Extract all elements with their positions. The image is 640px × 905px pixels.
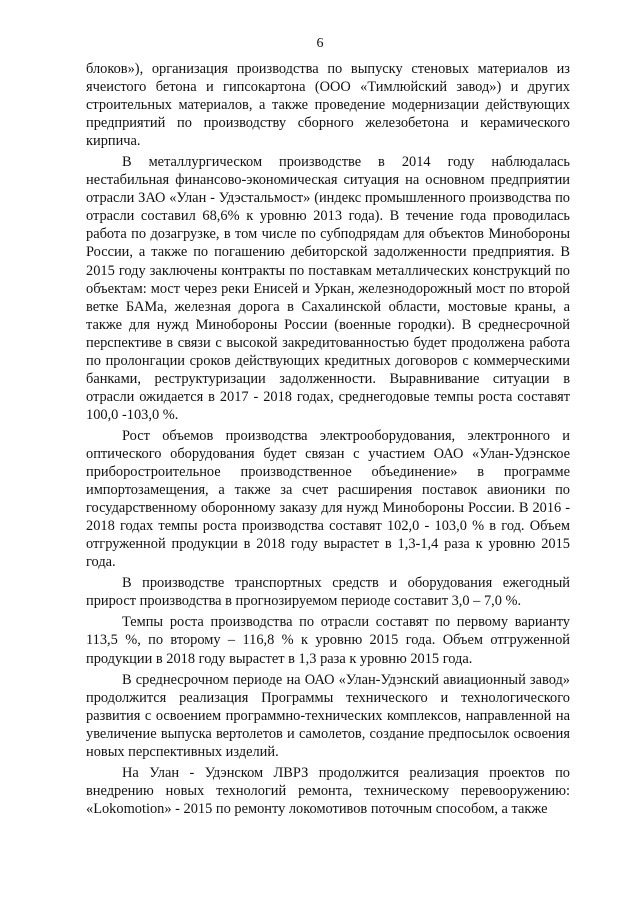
paragraph-lvrz: На Улан - Удэнском ЛВРЗ продолжится реализация проектов по внедрению новых технологий ремонта, техническому перевооружению: «Lokomotion» - 2015 по ремонту локомотивов поточным способом, а также	[86, 764, 570, 817]
paragraph-continuation: блоков»), организация производства по выпуску стеновых материалов из ячеистого бетона и гипсокартона (ООО «Тимлюйский завод») и других строительных материалов, а также проведение модернизации действующих предприятий по производству сборного железобетона и керамического кирпича.	[86, 61, 570, 150]
page-number: 6	[316, 36, 324, 51]
paragraph-metallurgy: В металлургическом производстве в 2014 году наблюдалась нестабильная финансово-экономическая ситуация на основном предприятии отрасли ЗАО «Улан - Удэстальмост» (индекс промышленного производства по отрасли составил 68,6% к уровню 2013 года). В течение года проводилась работа по дозагрузке, в том числе по субподрядам для объектов Минобороны России, а также по погашению дебиторской задолженности предприятия. В 2015 году заключены контракты по поставкам металлических конструкций по объектам: мост через реки Енисей и Уркан, железнодорожный мост по второй ветке БАМа, железная дорога в Сахалинской области, мостовые краны, а также для нужд Минобороны России (военные городки). В среднесрочной перспективе в связи с высокой закредитованностью будет продолжена работа по пролонгации сроков действующих кредитных договоров с коммерческими банками, реструктуризации задолженности. Выравнивание ситуации в отрасли ожидается в 2017 - 2018 годах, среднегодовые темпы роста составят 100,0 -103,0 %.	[86, 154, 570, 423]
paragraph-growth-rates: Темпы роста производства по отрасли составят по первому варианту 113,5 %, по второму – 116,8 % к уровню 2015 года. Объем отгруженной продукции в 2018 году вырастет в 1,3 раза к уровню 2015 года.	[86, 614, 570, 667]
body-text	[86, 60, 570, 821]
paragraph-transport-production: В производстве транспортных средств и оборудования ежегодный прирост производства в прогнозируемом периоде составит 3,0 – 7,0 %.	[86, 575, 570, 610]
paragraph-electrical-equipment: Рост объемов производства электрооборудования, электронного и оптического оборудования будет связан с участием ОАО «Улан-Удэнское приборостроительное производственное объединение» в программе импортозамещения, а также за счет расширения поставок авионики по государственному оборонному заказу для нужд Минобороны России. В 2016 - 2018 годах темпы роста производства составят 102,0 - 103,0 % в год. Объем отгруженной продукции в 2018 году вырастет в 1,3-1,4 раза к уровню 2015 года.	[86, 427, 570, 571]
paragraph-aviation-plant: В среднесрочном периоде на ОАО «Улан-Удэнский авиационный завод» продолжится реализация Программы технического и технологического развития с освоением программно-технических комплексов, направленной на увеличение выпуска вертолетов и самолетов, создание предпосылок освоения новых перспективных изделий.	[86, 671, 570, 760]
